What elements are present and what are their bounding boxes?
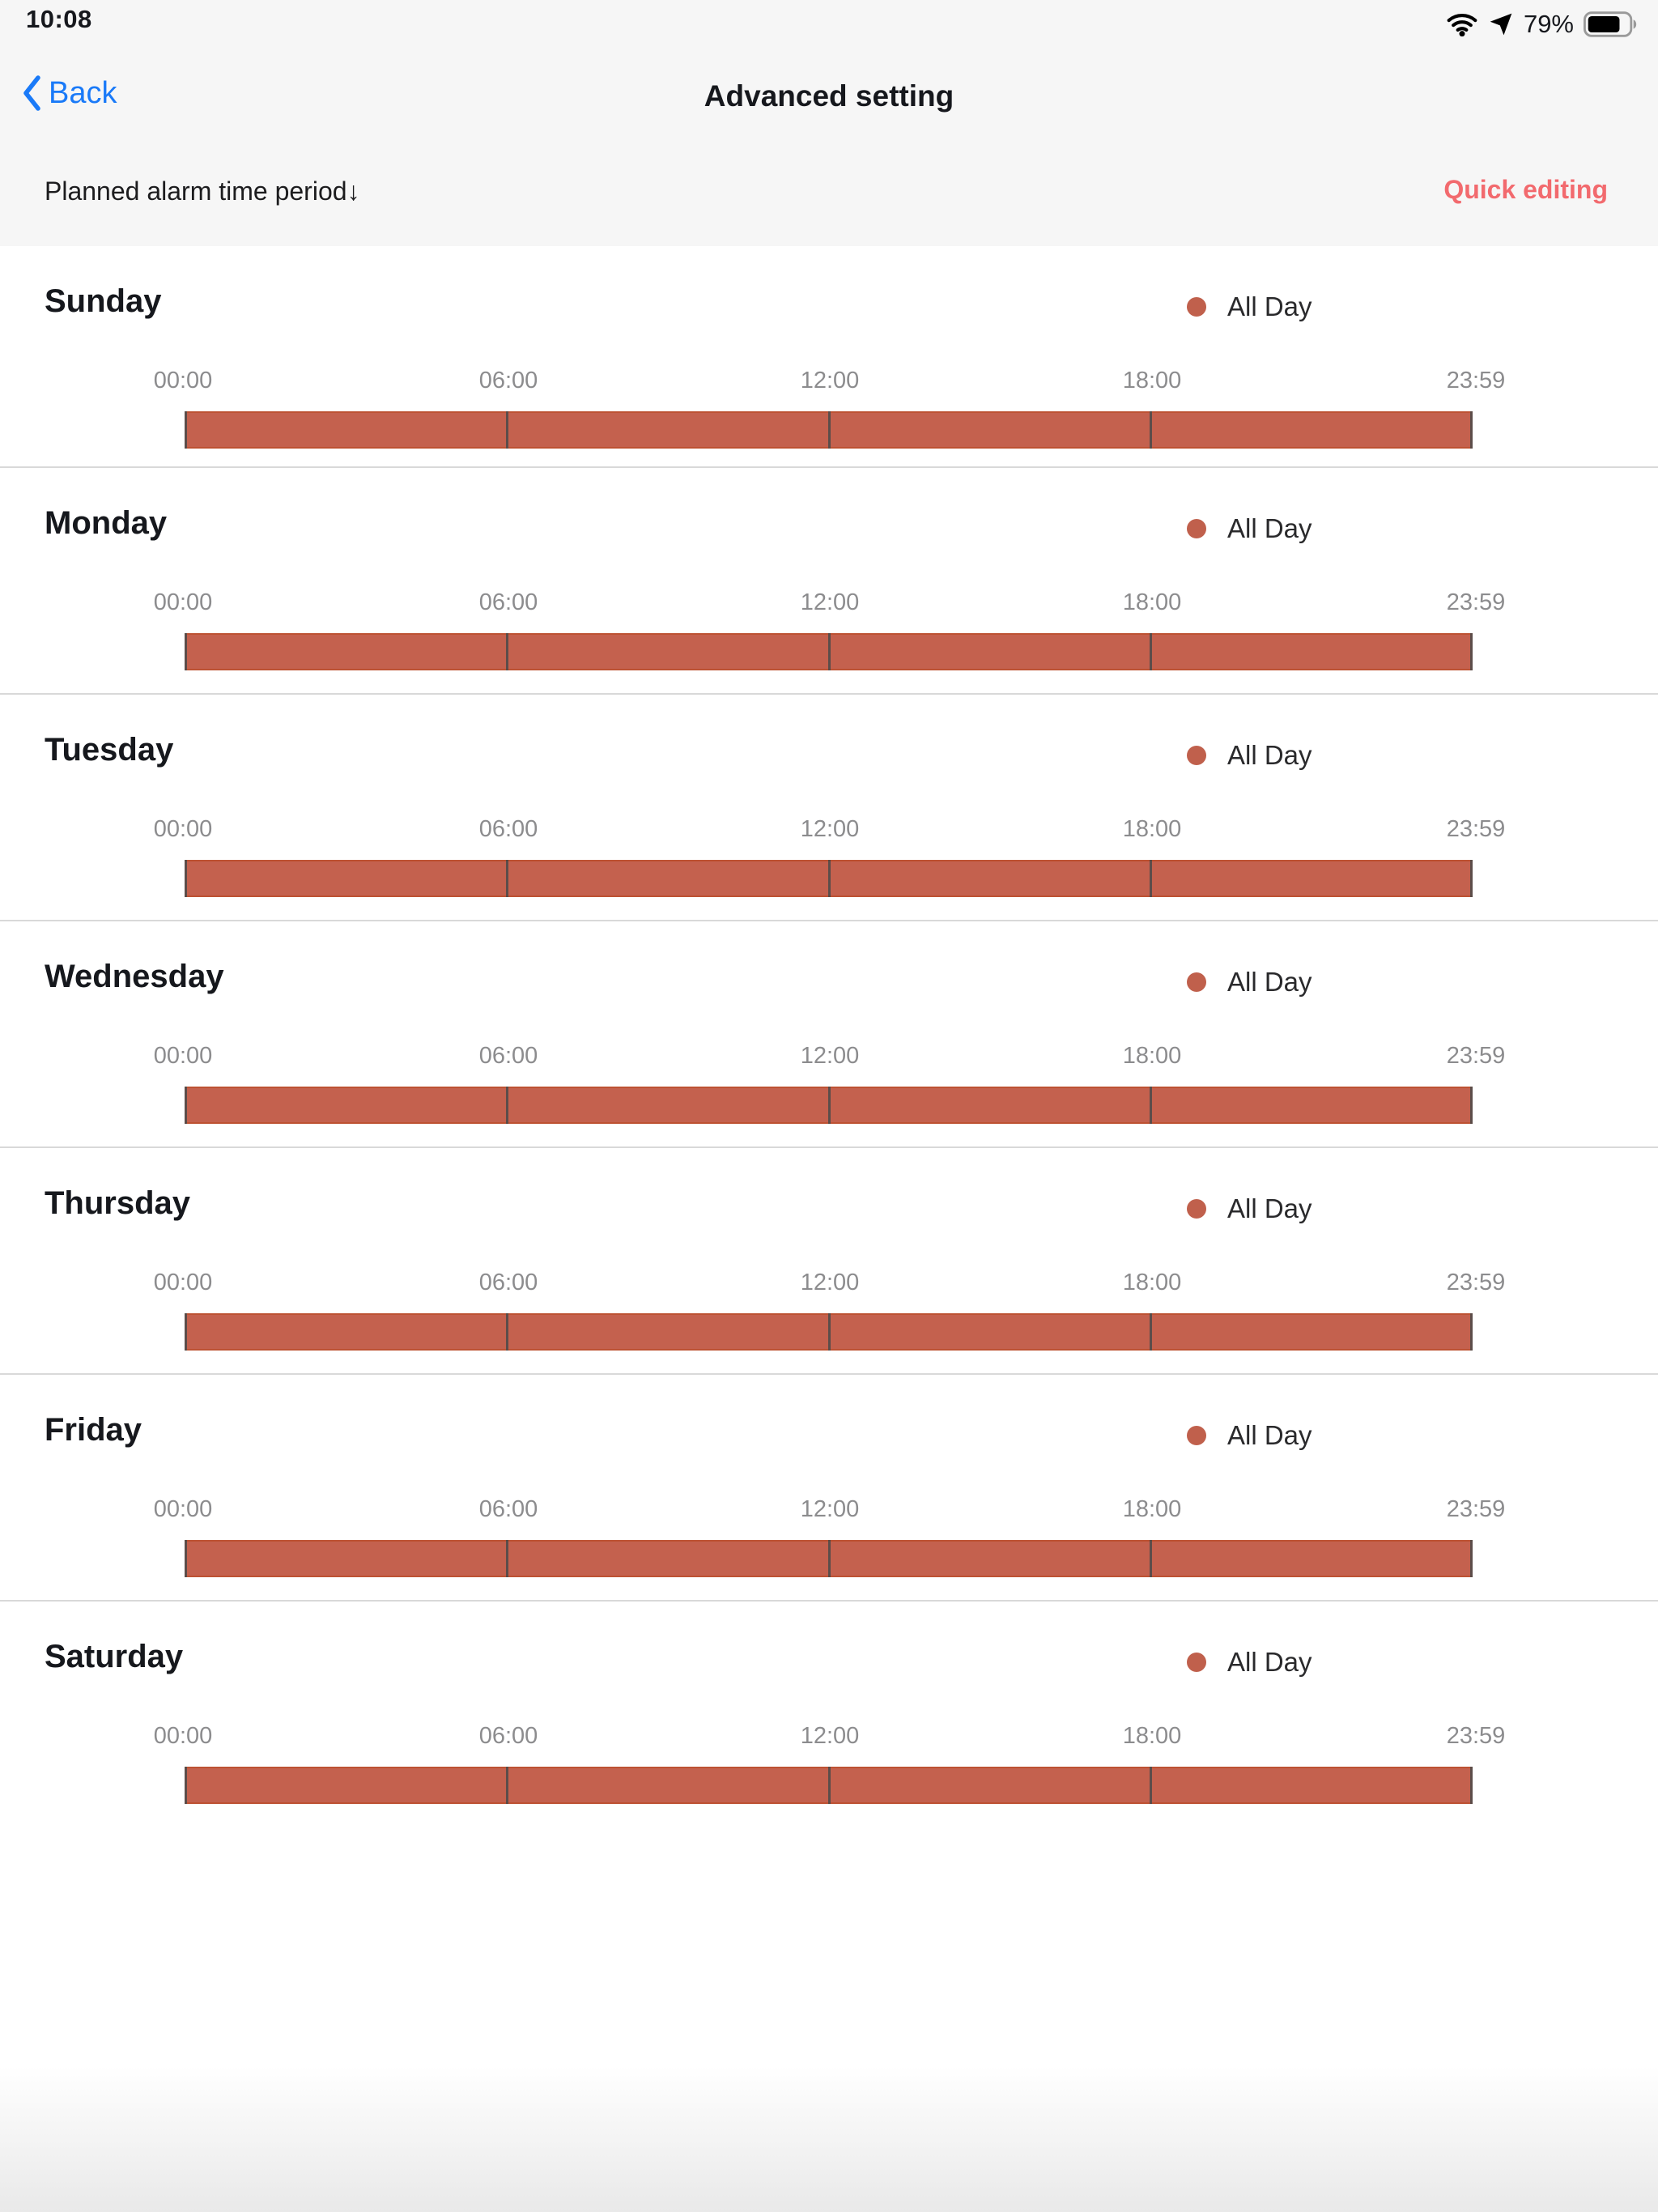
tick-label: 12:00 bbox=[800, 1496, 860, 1522]
day-row bbox=[0, 1602, 1658, 1827]
quick-editing-button[interactable]: Quick editing bbox=[1443, 175, 1608, 204]
battery-icon bbox=[1584, 11, 1637, 37]
timeline bbox=[0, 695, 1658, 920]
bar-tick bbox=[1470, 1540, 1473, 1577]
tick-label: 12:00 bbox=[800, 1723, 860, 1749]
header bbox=[0, 0, 1658, 246]
tick-label: 23:59 bbox=[1446, 1270, 1506, 1295]
time-period-bar[interactable] bbox=[185, 1767, 1473, 1804]
tick-label: 18:00 bbox=[1122, 368, 1182, 393]
tick-label: 23:59 bbox=[1446, 1723, 1506, 1749]
period-label: All Day bbox=[1227, 967, 1312, 997]
bar-tick bbox=[506, 633, 508, 670]
tick-label: 18:00 bbox=[1122, 1723, 1182, 1749]
page-title: Advanced setting bbox=[704, 79, 954, 113]
bar-tick bbox=[1150, 1087, 1152, 1124]
bar-tick bbox=[506, 411, 508, 449]
status-icons bbox=[1446, 10, 1637, 39]
tick-label: 00:00 bbox=[153, 1496, 213, 1522]
timeline bbox=[0, 468, 1658, 693]
bar-tick bbox=[185, 1767, 187, 1804]
tick-label: 18:00 bbox=[1122, 1270, 1182, 1295]
bar-tick bbox=[1470, 1087, 1473, 1124]
day-name: Thursday bbox=[45, 1185, 191, 1221]
bar-tick bbox=[1150, 860, 1152, 897]
tick-label: 06:00 bbox=[478, 1043, 538, 1069]
bar-tick bbox=[506, 1767, 508, 1804]
tick-label: 06:00 bbox=[478, 1496, 538, 1522]
tick-label: 12:00 bbox=[800, 816, 860, 842]
day-row bbox=[0, 246, 1658, 468]
day-row bbox=[0, 1148, 1658, 1375]
day-row bbox=[0, 921, 1658, 1148]
bar-tick bbox=[185, 1313, 187, 1351]
tick-label: 06:00 bbox=[478, 816, 538, 842]
timeline bbox=[0, 1602, 1658, 1827]
tick-label: 12:00 bbox=[800, 1043, 860, 1069]
tick-label: 00:00 bbox=[153, 1270, 213, 1295]
tick-label: 23:59 bbox=[1446, 368, 1506, 393]
battery-percent: 79% bbox=[1523, 10, 1574, 38]
tick-label: 06:00 bbox=[478, 368, 538, 393]
timeline bbox=[0, 246, 1658, 466]
tick-label: 12:00 bbox=[800, 589, 860, 615]
period-label: All Day bbox=[1227, 1420, 1312, 1450]
status-time: 10:08 bbox=[26, 5, 92, 33]
time-period-bar[interactable] bbox=[185, 860, 1473, 897]
tick-label: 00:00 bbox=[153, 1043, 213, 1069]
time-period-bar[interactable] bbox=[185, 1313, 1473, 1351]
bar-tick bbox=[1150, 1540, 1152, 1577]
day-row bbox=[0, 1375, 1658, 1602]
bar-tick bbox=[828, 1087, 831, 1124]
bar-tick bbox=[506, 1313, 508, 1351]
bar-tick bbox=[828, 1767, 831, 1804]
bar-tick bbox=[828, 1313, 831, 1351]
tick-label: 00:00 bbox=[153, 816, 213, 842]
tick-label: 12:00 bbox=[800, 368, 860, 393]
tick-label: 06:00 bbox=[478, 1723, 538, 1749]
timeline bbox=[0, 1148, 1658, 1373]
day-name: Saturday bbox=[45, 1639, 184, 1674]
period-label: All Day bbox=[1227, 740, 1312, 770]
tick-label: 18:00 bbox=[1122, 816, 1182, 842]
bar-tick bbox=[185, 633, 187, 670]
day-row bbox=[0, 468, 1658, 695]
tick-label: 06:00 bbox=[478, 1270, 538, 1295]
bar-tick bbox=[506, 1087, 508, 1124]
bar-tick bbox=[1470, 1313, 1473, 1351]
bar-tick bbox=[185, 1540, 187, 1577]
bar-tick bbox=[828, 411, 831, 449]
timeline bbox=[0, 1375, 1658, 1600]
tick-label: 00:00 bbox=[153, 368, 213, 393]
time-period-bar[interactable] bbox=[185, 411, 1473, 449]
tick-label: 18:00 bbox=[1122, 589, 1182, 615]
tick-label: 23:59 bbox=[1446, 816, 1506, 842]
tick-label: 18:00 bbox=[1122, 1496, 1182, 1522]
time-period-bar[interactable] bbox=[185, 1540, 1473, 1577]
bar-tick bbox=[828, 860, 831, 897]
tick-label: 06:00 bbox=[478, 589, 538, 615]
day-name: Monday bbox=[45, 505, 168, 541]
location-arrow-icon bbox=[1488, 11, 1514, 37]
time-period-bar[interactable] bbox=[185, 1087, 1473, 1124]
time-period-bar[interactable] bbox=[185, 633, 1473, 670]
bar-tick bbox=[1470, 1767, 1473, 1804]
back-label: Back bbox=[49, 75, 117, 110]
bar-tick bbox=[1470, 633, 1473, 670]
day-name: Friday bbox=[45, 1412, 142, 1448]
day-name: Wednesday bbox=[45, 959, 224, 994]
bar-tick bbox=[185, 860, 187, 897]
tick-label: 23:59 bbox=[1446, 589, 1506, 615]
bar-tick bbox=[1150, 633, 1152, 670]
bottom-fade bbox=[0, 2066, 1658, 2212]
bar-tick bbox=[1470, 411, 1473, 449]
period-label: All Day bbox=[1227, 513, 1312, 543]
tick-label: 18:00 bbox=[1122, 1043, 1182, 1069]
day-name: Sunday bbox=[45, 283, 162, 319]
period-label: All Day bbox=[1227, 1647, 1312, 1677]
period-label: All Day bbox=[1227, 291, 1312, 321]
bar-tick bbox=[1150, 1313, 1152, 1351]
period-label: All Day bbox=[1227, 1193, 1312, 1223]
tick-label: 00:00 bbox=[153, 589, 213, 615]
bar-tick bbox=[506, 860, 508, 897]
tick-label: 00:00 bbox=[153, 1723, 213, 1749]
bar-tick bbox=[185, 1087, 187, 1124]
day-row bbox=[0, 695, 1658, 921]
day-list bbox=[0, 246, 1658, 1827]
timeline bbox=[0, 921, 1658, 1146]
sort-period-control[interactable]: Planned alarm time period↓ bbox=[45, 177, 360, 206]
bar-tick bbox=[185, 411, 187, 449]
wifi-icon bbox=[1446, 12, 1478, 36]
bar-tick bbox=[506, 1540, 508, 1577]
tick-label: 23:59 bbox=[1446, 1496, 1506, 1522]
bar-tick bbox=[1470, 860, 1473, 897]
bar-tick bbox=[828, 633, 831, 670]
day-name: Tuesday bbox=[45, 732, 174, 768]
tick-label: 23:59 bbox=[1446, 1043, 1506, 1069]
bar-tick bbox=[1150, 1767, 1152, 1804]
tick-label: 12:00 bbox=[800, 1270, 860, 1295]
bar-tick bbox=[828, 1540, 831, 1577]
bar-tick bbox=[1150, 411, 1152, 449]
